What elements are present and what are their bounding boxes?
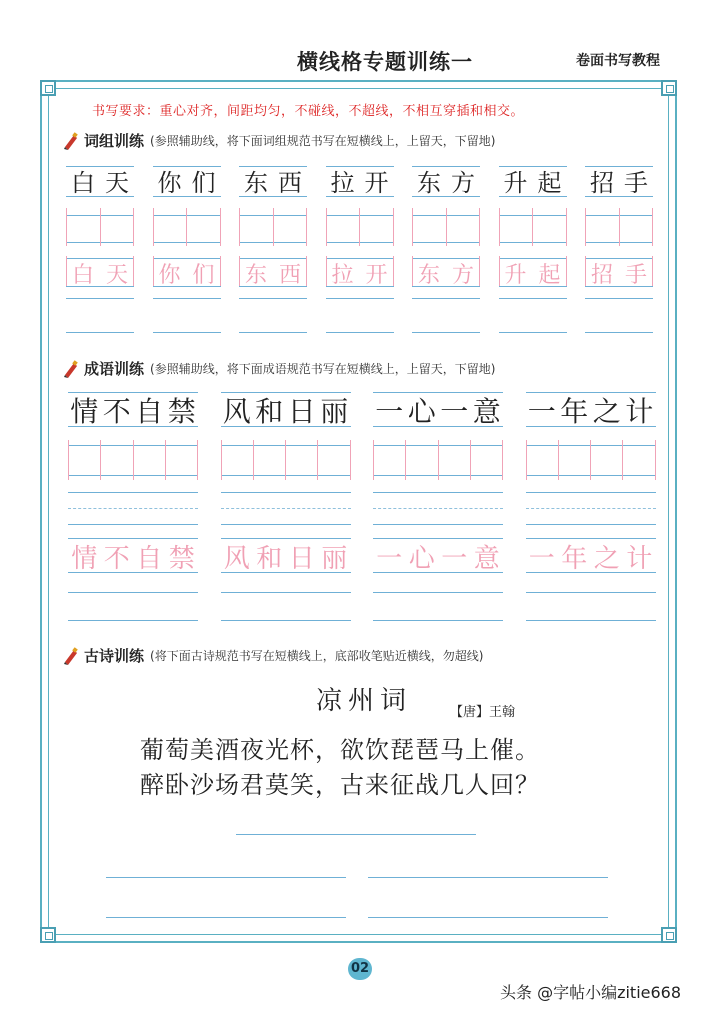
character: 自: [136, 544, 163, 574]
ci-cell[interactable]: [153, 160, 221, 340]
writing-requirement: 书写要求：重心对齐，间距均匀，不碰线，不超线，不相互穿插和相交。: [92, 104, 525, 119]
pink-tick: [590, 440, 591, 480]
section-header-ci: [62, 130, 495, 151]
section-header-cheng: [62, 358, 495, 379]
trace-word: [326, 258, 394, 289]
guide-line[interactable]: [499, 332, 567, 333]
pink-tick: [652, 208, 653, 246]
pink-tick: [359, 208, 360, 246]
pink-tick: [405, 440, 406, 480]
character: 西: [278, 169, 302, 197]
character: 情: [71, 544, 98, 574]
pink-tick: [479, 208, 480, 246]
corner-ornament: [661, 80, 677, 96]
character: 东: [244, 263, 267, 288]
character: 之: [592, 395, 621, 428]
pink-tick: [326, 208, 327, 246]
character: 不: [102, 395, 131, 428]
character: 白: [71, 169, 95, 197]
guide-line[interactable]: [499, 298, 567, 299]
character: 西: [278, 263, 301, 288]
ci-cell[interactable]: [585, 160, 653, 340]
character: 们: [191, 169, 216, 197]
writing-line[interactable]: [106, 917, 346, 918]
guide-line[interactable]: [373, 620, 503, 621]
dashed-line: [373, 508, 503, 509]
guide-line[interactable]: [68, 592, 198, 593]
character: 东: [417, 263, 440, 288]
trace-word: [221, 538, 351, 575]
character: 日: [287, 395, 316, 428]
character: 方: [451, 263, 474, 288]
poem-author: 【唐】王翰: [450, 705, 516, 720]
character: 丽: [321, 544, 348, 574]
pink-tick: [438, 440, 439, 480]
pink-tick: [526, 440, 527, 480]
model-word: [526, 390, 656, 430]
character: 你: [157, 169, 182, 197]
character: 手: [624, 169, 648, 197]
pink-tick: [68, 440, 69, 480]
character: 一: [376, 544, 403, 574]
pink-tick: [153, 208, 154, 246]
character: 天: [105, 169, 129, 197]
character: 之: [593, 544, 620, 574]
trace-word: [66, 258, 134, 289]
character: 天: [105, 263, 128, 288]
character: 一: [440, 395, 469, 428]
guide-line[interactable]: [526, 524, 656, 525]
pink-tick: [66, 208, 67, 246]
trace-word: [153, 258, 221, 289]
pink-tick: [446, 208, 447, 246]
character: 白: [71, 263, 94, 288]
guide-line[interactable]: [153, 298, 221, 299]
cheng-cell[interactable]: [373, 388, 503, 628]
cheng-cell[interactable]: [526, 388, 656, 628]
pink-tick: [186, 208, 187, 246]
pink-tick: [470, 440, 471, 480]
character: 一: [528, 544, 555, 574]
character: 一: [441, 544, 468, 574]
cheng-cell[interactable]: [221, 388, 351, 628]
character: 们: [192, 263, 215, 288]
pink-tick: [499, 208, 500, 246]
pink-tick: [220, 208, 221, 246]
character: 不: [103, 544, 130, 574]
trace-word: [412, 258, 480, 289]
guide-line[interactable]: [373, 592, 503, 593]
writing-line[interactable]: [236, 834, 476, 835]
poem-title: 凉州词: [316, 686, 413, 716]
guide-line[interactable]: [66, 332, 134, 333]
pink-tick: [221, 440, 222, 480]
character: 和: [256, 544, 283, 574]
character: 开: [365, 263, 388, 288]
ci-cell[interactable]: [239, 160, 307, 340]
pink-tick: [622, 440, 623, 480]
guide-line[interactable]: [326, 332, 394, 333]
pink-tick: [133, 440, 134, 480]
guide-line[interactable]: [373, 524, 503, 525]
guide-line[interactable]: [221, 620, 351, 621]
character: 情: [70, 395, 99, 428]
character: 东: [417, 169, 441, 197]
character: 风: [222, 395, 251, 428]
ci-cell[interactable]: [66, 160, 134, 340]
page-subtitle: 卷面书写教程: [576, 53, 660, 69]
corner-ornament: [40, 80, 56, 96]
pink-tick: [393, 208, 394, 246]
character: 和: [255, 395, 284, 428]
character: 你: [158, 263, 181, 288]
page-title: 横线格专题训练一: [297, 50, 473, 74]
character: 心: [408, 544, 435, 574]
guide-line[interactable]: [526, 492, 656, 493]
pink-tick: [317, 440, 318, 480]
guide-line[interactable]: [526, 620, 656, 621]
model-word: [373, 390, 503, 430]
guide-line[interactable]: [221, 592, 351, 593]
section-note-cheng: (参照辅助线，将下面成语规范书写在短横线上，上留天，下留地): [150, 362, 496, 376]
model-word: [153, 163, 221, 198]
section-title-cheng: 成语训练: [84, 360, 145, 378]
section-title-gu: 古诗训练: [84, 647, 145, 665]
model-word: [221, 390, 351, 430]
character: 手: [624, 263, 647, 288]
model-word: [412, 163, 480, 198]
trace-word: [526, 538, 656, 575]
character: 计: [626, 544, 653, 574]
cheng-cell[interactable]: [68, 388, 198, 628]
model-word: [66, 163, 134, 198]
character: 东: [244, 169, 268, 197]
model-word: [326, 163, 394, 198]
pen-icon: [62, 647, 80, 665]
character: 心: [407, 395, 436, 428]
guide-line[interactable]: [221, 524, 351, 525]
pink-tick: [566, 208, 567, 246]
character: 年: [561, 544, 588, 574]
writing-line[interactable]: [368, 917, 608, 918]
trace-word: [499, 258, 567, 289]
model-word: [499, 163, 567, 198]
pink-tick: [502, 440, 503, 480]
character: 自: [135, 395, 164, 428]
character: 禁: [167, 395, 196, 428]
guide-line[interactable]: [585, 298, 653, 299]
ci-cell[interactable]: [326, 160, 394, 340]
guide-line[interactable]: [239, 332, 307, 333]
guide-line[interactable]: [68, 492, 198, 493]
corner-ornament: [661, 927, 677, 943]
character: 禁: [168, 544, 195, 574]
character: 意: [473, 544, 500, 574]
model-word: [585, 163, 653, 198]
character: 拉: [331, 263, 354, 288]
character: 一: [375, 395, 404, 428]
character: 升: [503, 169, 528, 197]
character: 计: [625, 395, 654, 428]
character: 日: [288, 544, 315, 574]
pink-tick: [133, 208, 134, 246]
ci-cell[interactable]: [412, 160, 480, 340]
model-word: [239, 163, 307, 198]
pink-tick: [273, 208, 274, 246]
pen-icon: [62, 132, 80, 150]
page-number: 02: [348, 958, 372, 980]
guide-line[interactable]: [412, 298, 480, 299]
trace-word: [68, 538, 198, 575]
guide-line[interactable]: [153, 332, 221, 333]
writing-line[interactable]: [368, 877, 608, 878]
corner-ornament: [40, 927, 56, 943]
pink-tick: [585, 208, 586, 246]
dashed-line: [526, 508, 656, 509]
guide-line[interactable]: [412, 332, 480, 333]
section-note-ci: (参照辅助线，将下面词组规范书写在短横线上，上留天，下留地): [150, 134, 496, 148]
pink-tick: [306, 208, 307, 246]
pink-tick: [619, 208, 620, 246]
pink-tick: [655, 440, 656, 480]
guide-line[interactable]: [326, 298, 394, 299]
guide-line[interactable]: [68, 524, 198, 525]
character: 风: [223, 544, 250, 574]
character: 年: [560, 395, 589, 428]
ci-cell[interactable]: [499, 160, 567, 340]
guide-line[interactable]: [221, 492, 351, 493]
character: 升: [504, 263, 527, 288]
guide-line[interactable]: [526, 592, 656, 593]
writing-line[interactable]: [106, 877, 346, 878]
watermark: 头条 @字帖小编zitie668: [500, 983, 682, 1002]
pink-tick: [558, 440, 559, 480]
guide-line[interactable]: [373, 492, 503, 493]
pink-tick: [412, 208, 413, 246]
poem-line: 葡萄美酒夜光杯，欲饮琵琶马上催。: [140, 736, 540, 764]
character: 意: [472, 395, 501, 428]
pink-tick: [285, 440, 286, 480]
dashed-line: [221, 508, 351, 509]
pink-tick: [373, 440, 374, 480]
section-title-ci: 词组训练: [84, 132, 145, 150]
pink-tick: [532, 208, 533, 246]
pink-tick: [165, 440, 166, 480]
dashed-line: [68, 508, 198, 509]
section-note-gu: (将下面古诗规范书写在短横线上，底部收笔贴近横线，勿超线): [150, 649, 484, 663]
character: 丽: [320, 395, 349, 428]
guide-line[interactable]: [66, 298, 134, 299]
trace-word: [373, 538, 503, 575]
guide-line[interactable]: [68, 620, 198, 621]
section-header-gu: [62, 645, 483, 666]
character: 起: [538, 263, 561, 288]
model-word: [68, 390, 198, 430]
character: 开: [364, 169, 389, 197]
guide-line[interactable]: [585, 332, 653, 333]
pink-tick: [197, 440, 198, 480]
character: 拉: [330, 169, 355, 197]
character: 起: [537, 169, 562, 197]
trace-word: [239, 258, 307, 289]
trace-word: [585, 258, 653, 289]
character: 方: [451, 169, 475, 197]
pink-tick: [100, 440, 101, 480]
character: 招: [590, 263, 613, 288]
pink-tick: [239, 208, 240, 246]
pen-icon: [62, 360, 80, 378]
character: 一: [527, 395, 556, 428]
poem-line: 醉卧沙场君莫笑，古来征战几人回？: [140, 771, 540, 799]
pink-tick: [100, 208, 101, 246]
pink-tick: [253, 440, 254, 480]
pink-tick: [350, 440, 351, 480]
character: 招: [590, 169, 614, 197]
guide-line[interactable]: [239, 298, 307, 299]
